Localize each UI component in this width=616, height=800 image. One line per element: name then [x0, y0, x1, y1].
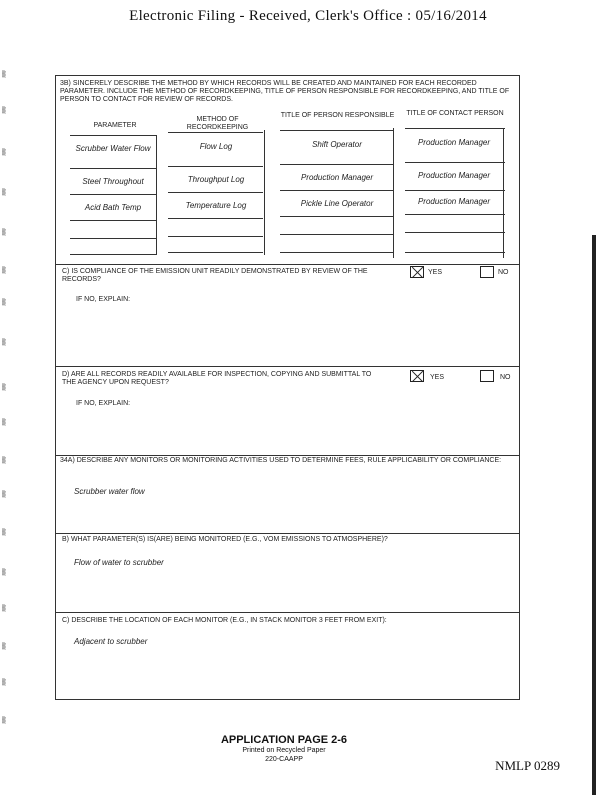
table-rule	[405, 252, 505, 253]
table-rule	[280, 164, 393, 165]
section-d-no-label: NO	[500, 374, 511, 381]
table-rule	[168, 252, 263, 253]
section-c-question: C) IS COMPLIANCE OF THE EMISSION UNIT READILY DEMONSTRATED BY REVIEW OF THE RECORDS?	[62, 268, 368, 283]
table-rule	[168, 192, 263, 193]
section-c-yes-label: YES	[428, 269, 443, 276]
form-number: 220-CAAPP	[265, 756, 303, 763]
margin-mark: ▒	[2, 457, 6, 464]
table-rule	[168, 166, 263, 167]
margin-mark: ▒	[2, 107, 6, 114]
section-c-no-checkbox[interactable]	[480, 266, 494, 278]
table-cell: Production Manager	[417, 138, 491, 147]
margin-mark: ▒	[2, 569, 6, 576]
table-rule	[70, 168, 156, 169]
table-rule	[280, 216, 393, 217]
table-rule	[70, 220, 156, 221]
section-d-question: D) ARE ALL RECORDS READILY AVAILABLE FOR INSPECTION, COPYING AND SUBMITTAL TO THE AGENCY UPON REQUEST?	[62, 371, 372, 386]
section-d-yes-label: YES	[430, 374, 445, 381]
table-vline	[503, 128, 504, 258]
table-cell: Temperature Log	[185, 201, 247, 210]
section-3b-prompt: 3B) SINCERELY DESCRIBE THE METHOD BY WHICH RECORDS WILL BE CREATED AND MAINTAINED FOR EACH RECORDED PARAMETER. INCLUDE THE METHOD OF RECORDKEEPING, TITLE OF PERSON RESPONSIBLE FOR RECORDKEEPING, AND TITLE OF PERSON TO CONTACT FOR REVIEW OF RECORDS.	[60, 80, 510, 103]
table-rule	[405, 190, 505, 191]
section-d-divider	[55, 366, 520, 367]
section-4a-divider	[55, 455, 520, 456]
section-c-yes-checkbox[interactable]	[410, 266, 424, 278]
table-rule	[405, 214, 505, 215]
table-rule	[70, 254, 156, 255]
table-rule	[280, 190, 393, 191]
section-c-explain-label: IF NO, EXPLAIN:	[76, 296, 131, 303]
table-cell: Pickle Line Operator	[300, 199, 374, 208]
section-4b-answer: Flow of water to scrubber	[74, 558, 164, 567]
section-c-divider	[55, 264, 520, 265]
table-rule	[405, 128, 505, 129]
section-d-no-checkbox[interactable]	[480, 370, 494, 382]
section-4b-question: B) WHAT PARAMETER(S) IS(ARE) BEING MONITORED (E.G., VOM EMISSIONS TO ATMOSPHERE)?	[62, 536, 388, 543]
section-4a-question: 34A) DESCRIBE ANY MONITORS OR MONITORING ACTIVITIES USED TO DETERMINE FEES, RULE APPLICABILITY OR COMPLIANCE:	[60, 457, 502, 464]
table-cell: Production Manager	[417, 197, 491, 206]
margin-mark: ▒	[2, 717, 6, 724]
table-cell: Throughput Log	[187, 175, 245, 184]
margin-mark: ▒	[2, 189, 6, 196]
table-rule	[70, 194, 156, 195]
col-header-method: METHOD OF RECORDKEEPING	[186, 116, 249, 131]
table-rule	[168, 132, 263, 133]
margin-mark: ▒	[2, 491, 6, 498]
table-rule	[168, 236, 263, 237]
table-cell: Steel Throughout	[82, 177, 144, 186]
margin-mark: ▒	[2, 71, 6, 78]
table-cell: Acid Bath Temp	[84, 203, 142, 212]
section-d-yes-checkbox[interactable]	[410, 370, 424, 382]
table-vline	[264, 130, 265, 255]
col-header-responsible: TITLE OF PERSON RESPONSIBLE	[280, 112, 395, 119]
table-cell: Production Manager	[417, 171, 491, 180]
margin-mark: ▒	[2, 299, 6, 306]
margin-mark: ▒	[2, 149, 6, 156]
table-rule	[70, 135, 156, 136]
section-4a-answer: Scrubber water flow	[74, 487, 145, 496]
table-cell: Production Manager	[300, 173, 374, 182]
bates-stamp: NMLP 0289	[495, 758, 560, 773]
table-rule	[168, 218, 263, 219]
section-4b-divider	[55, 533, 520, 534]
table-rule	[405, 162, 505, 163]
margin-mark: ▒	[2, 529, 6, 536]
table-cell: Scrubber Water Flow	[75, 144, 151, 153]
application-page-label: APPLICATION PAGE 2-6	[220, 734, 348, 746]
table-vline	[156, 135, 157, 255]
section-4c-answer: Adjacent to scrubber	[74, 637, 148, 646]
section-d-explain-label: IF NO, EXPLAIN:	[76, 400, 131, 407]
col-header-parameter: PARAMETER	[93, 122, 137, 129]
table-rule	[280, 130, 393, 131]
section-c-no-label: NO	[498, 269, 509, 276]
printed-note: Printed on Recycled Paper	[242, 747, 326, 754]
col-header-contact: TITLE OF CONTACT PERSON	[406, 110, 504, 117]
margin-mark: ▒	[2, 679, 6, 686]
section-4c-divider	[55, 612, 520, 613]
table-rule	[280, 234, 393, 235]
margin-mark: ▒	[2, 605, 6, 612]
table-cell: Shift Operator	[312, 140, 362, 149]
margin-mark: ▒	[2, 339, 6, 346]
margin-mark: ▒	[2, 643, 6, 650]
margin-mark: ▒	[2, 267, 6, 274]
scan-edge-bar	[592, 235, 596, 795]
table-rule	[70, 238, 156, 239]
margin-mark: ▒	[2, 419, 6, 426]
table-vline	[393, 128, 394, 258]
section-4c-question: C) DESCRIBE THE LOCATION OF EACH MONITOR (E.G., IN STACK MONITOR 3 FEET FROM EXIT):	[62, 617, 387, 624]
filing-header: Electronic Filing - Received, Clerk's Office : 05/16/2014	[129, 8, 487, 24]
table-rule	[405, 232, 505, 233]
table-cell: Flow Log	[199, 142, 233, 151]
margin-mark: ▒	[2, 384, 6, 391]
table-rule	[280, 252, 393, 253]
margin-mark: ▒	[2, 229, 6, 236]
